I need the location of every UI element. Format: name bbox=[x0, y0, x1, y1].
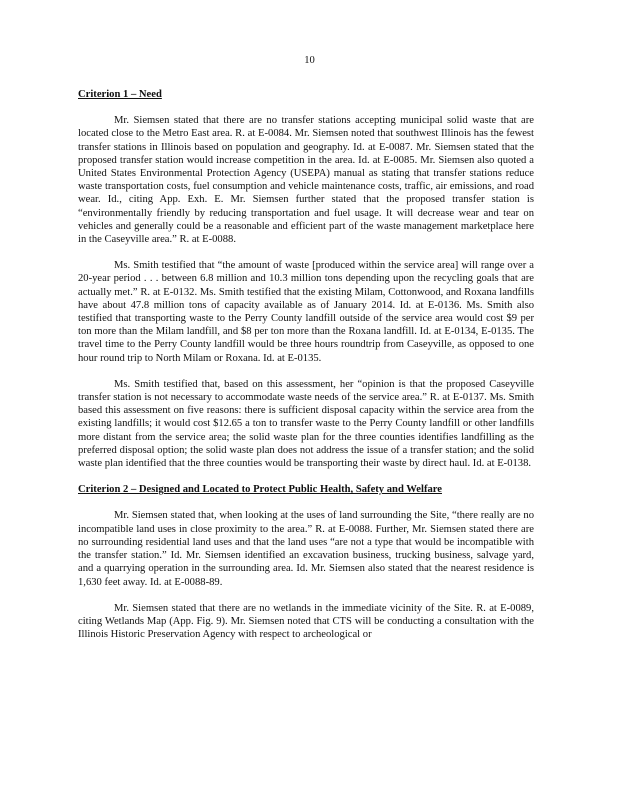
page-number: 10 bbox=[304, 55, 315, 66]
paragraph: Mr. Siemsen stated that there are no wetlands in the immediate vicinity of the Site. R. at E-0089, citing Wetlands Map (App. Fig. 9). Mr. Siemsen noted that CTS will be conducting a consultation with the Illinois Historic Preservation Agency with respect to archeological or bbox=[78, 602, 534, 641]
section-criterion-1 bbox=[78, 88, 534, 470]
paragraph: Ms. Smith testified that, based on this assessment, her “opinion is that the proposed Caseyville transfer station is not necessary to accommodate waste needs of the service area.” R. at E-0137. Ms. Smith based this assessment on five reasons: there is sufficient disposal capacity within the service area from the existing landfills; it would cost $12.65 a ton to transfer waste to the Perry County landfill or other landfills more distant from the service area; the solid waste plan for the three counties identifies landfilling as the preferred disposal option; the solid waste plan does not address the issue of a transfer station; and the solid waste plan identified that the three counties would be transporting their waste by direct haul. Id. at E-0138. bbox=[78, 378, 534, 470]
section-criterion-2 bbox=[78, 483, 534, 641]
document-body bbox=[78, 88, 534, 653]
paragraph: Ms. Smith testified that “the amount of waste [produced within the service area] will range over a 20-year period . . . between 6.8 million and 10.3 million tons depending upon the recycling goals that are actually met.” R. at E-0132. Ms. Smith testified that the existing Milam, Cottonwood, and Roxana landfills have about 47.8 million tons of capacity available as of January 2014. Id. at E-0136. Ms. Smith also testified that transporting waste to the Perry County landfill outside of the service area would cost $9 per ton more than the Milam landfill, and $8 per ton more than the Roxana landfill. Id. at E-0134, E-0135. The travel time to the Perry County landfill would be three hours roundtrip from Caseyville, as opposed to one hour round trip to North Milam or Roxana. Id. at E-0135. bbox=[78, 260, 534, 364]
section-heading: Criterion 1 – Need bbox=[78, 89, 162, 100]
paragraph: Mr. Siemsen stated that, when looking at the uses of land surrounding the Site, “there really are no incompatible land uses in close proximity to the area.” R. at E-0088. Further, Mr. Siemsen stated there are no surrounding residential land uses and that the land uses “are not a type that would be incompatible with the transfer station.” Id. Mr. Siemsen identified an excavation business, trucking business, salvage yard, and a quarrying operation in the surrounding area. Id. Mr. Siemsen also stated that the nearest residence is 1,630 feet away. Id. at E-0088-89. bbox=[78, 510, 534, 588]
section-heading: Criterion 2 – Designed and Located to Protect Public Health, Safety and Welfare bbox=[78, 484, 442, 496]
paragraph: Mr. Siemsen stated that there are no transfer stations accepting municipal solid waste that are located close to the Metro East area. R. at E-0084. Mr. Siemsen noted that southwest Illinois has the fewest transfer stations in Illinois based on population and geography. Id. at E-0087. Mr. Siemsen stated that the proposed transfer station would increase competition in the area. Id. at E-0085. Mr. Siemsen also quoted a United States Environmental Protection Agency (USEPA) manual as stating that transfer stations reduce waste transportation costs, fuel consumption and vehicle maintenance costs, traffic, air emissions, and road wear. Id., citing App. Exh. E. Mr. Siemsen further stated that the proposed transfer station is “environmentally friendly by reducing transportation and fuel usage. It will decrease wear and tear on vehicles and generally could be a reasonable and efficient part of the waste management marketplace here in the Caseyville area.” R. at E-0088. bbox=[78, 115, 534, 246]
